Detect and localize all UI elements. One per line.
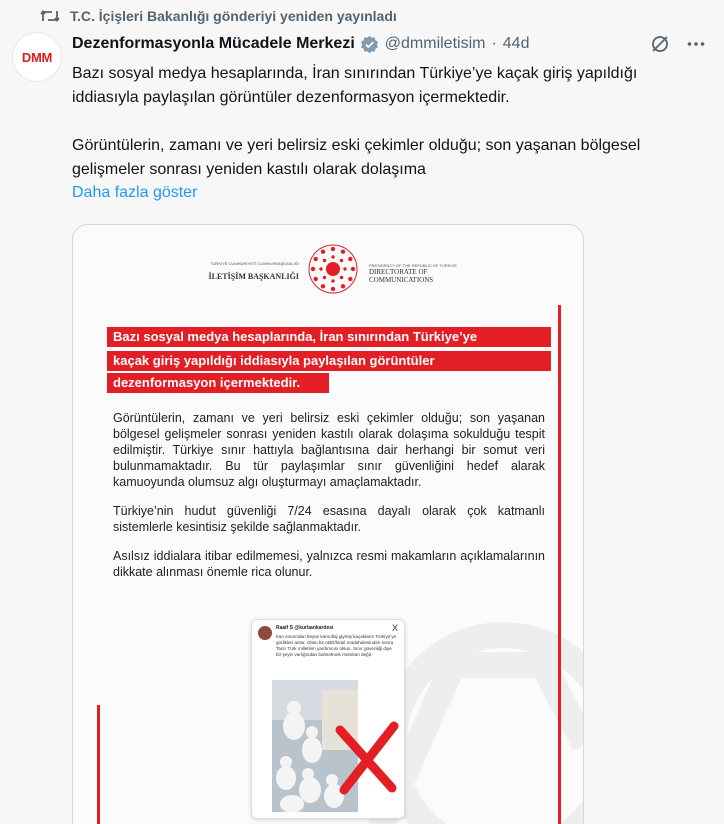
- institution-logo: [73, 237, 584, 307]
- author-handle[interactable]: @dmmiletisim: [384, 35, 486, 52]
- verified-badge-icon[interactable]: [360, 35, 379, 54]
- logo-text-tr: [181, 261, 299, 284]
- logo-text-en: [369, 263, 489, 284]
- author-avatar[interactable]: [12, 32, 62, 82]
- tweet-media-image[interactable]: [72, 224, 584, 824]
- tweet-header: [72, 32, 714, 56]
- inset-avatar: [258, 626, 272, 640]
- headline-line-2: kaçak giriş yapıldığı iddiasıyla paylaşılan görüntüler: [107, 351, 551, 371]
- more-options-icon[interactable]: [686, 34, 706, 54]
- statement-body: [113, 410, 545, 593]
- headline-line-3: dezenformasyon içermektedir.: [107, 373, 329, 393]
- false-claim-x-icon: [332, 716, 402, 796]
- statement-paragraph-3: Asılsız iddialara itibar edilmemesi, yalnızca resmi makamların açıklamalarının dikkate alınması önemle rica olunur.: [113, 549, 545, 579]
- repost-icon: [40, 9, 60, 23]
- repost-indicator[interactable]: [40, 6, 397, 26]
- logo-left-small: TÜRKİYE CUMHURİYETİ CUMHURBAŞKANLIĞI: [210, 261, 299, 266]
- logo-right-small: PRESIDENCY OF THE REPUBLIC OF TÜRKİYE: [369, 263, 457, 268]
- tweet-text: [72, 62, 692, 182]
- statement-paragraph-1: Görüntülerin, zamanı ve yeri belirsiz eski çekimler olduğu; son yaşanan bölgesel gelişmeler sonrası yeniden kastılı olarak dolaşıma sokulduğu tespit edilmiştir. Türkiye sınır hattıyla bağlantısına dair herhangi bir somut veri bulunmamaktadır. Bu tür paylaşımlar sınır güvenliğini hedef alarak kamuoyunda olumsuz algı oluşturmayı amaçlamaktadır.: [113, 411, 545, 489]
- grok-icon[interactable]: [650, 34, 670, 54]
- author-name[interactable]: Dezenformasyonla Mücadele Merkezi: [72, 35, 355, 52]
- repost-label: T.C. İçişleri Bakanlığı gönderiyi yeniden yayınladı: [70, 8, 397, 24]
- headline-line-1: Bazı sosyal medya hesaplarında, İran sınırından Türkiye’ye: [107, 327, 551, 347]
- tweet-paragraph-2: Görüntülerin, zamanı ve yeri belirsiz eski çekimler olduğu; son yaşanan bölgesel gelişmeler sonrası yeniden kastılı olarak dolaşıma: [72, 137, 641, 178]
- statement-paragraph-2: Türkiye’nin hudut güvenliği 7/24 esasına dayalı olarak çok katmanlı sistemlerle kesintisiz şekilde sağlanmaktadır.: [113, 504, 545, 534]
- embedded-screenshot: [251, 619, 405, 819]
- inset-text: İran sınırından beyaz kamuflaj giymiş kaçakların Türkiye’ye girdikleri anlar. Olası bir ABD/İsrail müdahalesinden sonra Tanrı Türk milletinin yardımcısı olsun. Sınır güvenliği diye bir şeyin varlığından bahsetmek mümkün değil.: [276, 634, 397, 657]
- tweet-paragraph-1: Bazı sosyal medya hesaplarında, İran sınırından Türkiye’ye kaçak giriş yapıldığı iddiasıyla paylaşılan görüntüler dezenformasyon içermektedir.: [72, 65, 638, 106]
- presidency-emblem-icon: [307, 243, 359, 295]
- logo-right-line-2: COMMUNICATIONS: [369, 276, 434, 284]
- inset-user: Raaif S @kurbankardesi: [276, 625, 334, 631]
- accent-line-right: [558, 305, 561, 824]
- inset-close-icon: X: [391, 623, 398, 633]
- avatar-text: DMM: [21, 49, 53, 65]
- accent-line-left: [97, 705, 100, 824]
- logo-right-line-1: DIRECTORATE OF: [369, 268, 428, 276]
- show-more-link[interactable]: Daha fazla göster: [72, 184, 198, 201]
- meta-separator: ·: [491, 35, 497, 52]
- logo-left-title: İLETİŞİM BAŞKANLIĞI: [208, 272, 299, 281]
- tweet-age[interactable]: 44d: [502, 35, 530, 52]
